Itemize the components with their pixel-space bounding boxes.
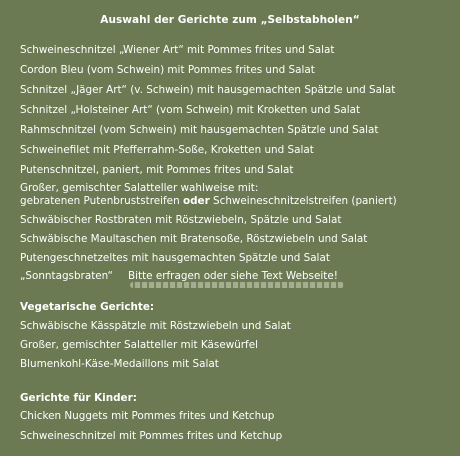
menu-item: Schwäbischer Rostbraten mit Röstzwiebeln, Spätzle und Salat — [20, 214, 342, 226]
salad-option-or: oder — [182, 195, 210, 207]
sunday-roast-note: Bitte erfragen oder siehe Text Webseite! — [128, 270, 338, 282]
menu-item: Putenschnitzel, paniert, mit Pommes frites und Salat — [20, 164, 294, 176]
page-title: Auswahl der Gerichte zum „Selbstabholen“ — [100, 14, 360, 26]
salad-platter-line2 — [20, 195, 397, 208]
menu-item: Schweinefilet mit Pfefferrahm-Soße, Kroketten und Salat — [20, 144, 314, 156]
menu-item: Schweineschnitzel „Wiener Art“ mit Pommes frites und Salat — [20, 44, 335, 56]
menu-item: Cordon Bleu (vom Schwein) mit Pommes frites und Salat — [20, 64, 315, 76]
salad-platter-line1: Großer, gemischter Salatteller wahlweise mit: — [20, 182, 259, 194]
salad-option-b: Schweineschnitzelstreifen (paniert) — [209, 195, 397, 207]
menu-item: Rahmschnitzel (vom Schwein) mit hausgemachten Spätzle und Salat — [20, 124, 379, 136]
menu-item: Schnitzel „Jäger Art“ (v. Schwein) mit hausgemachten Spätzle und Salat — [20, 84, 396, 96]
sunday-roast-label: „Sonntagsbraten“ — [20, 270, 113, 282]
vegetarian-heading: Vegetarische Gerichte: — [20, 301, 155, 313]
kids-item: Schweineschnitzel mit Pommes frites und Ketchup — [20, 430, 283, 442]
kids-heading: Gerichte für Kinder: — [20, 392, 137, 404]
menu-item: Schwäbische Maultaschen mit Bratensoße, Röstzwiebeln und Salat — [20, 233, 368, 245]
vegetarian-item: Schwäbische Kässpätzle mit Röstzwiebeln und Salat — [20, 320, 291, 332]
salad-option-a: gebratenen Putenbruststreifen — [20, 195, 183, 207]
decorative-divider — [130, 282, 344, 288]
vegetarian-item: Großer, gemischter Salatteller mit Käsewürfel — [20, 339, 258, 351]
menu-item: Putengeschnetzeltes mit hausgemachten Spätzle und Salat — [20, 252, 330, 264]
vegetarian-item: Blumenkohl-Käse-Medaillons mit Salat — [20, 358, 219, 370]
kids-item: Chicken Nuggets mit Pommes frites und Ketchup — [20, 410, 275, 422]
menu-item: Schnitzel „Holsteiner Art“ (vom Schwein) mit Kroketten und Salat — [20, 104, 361, 116]
